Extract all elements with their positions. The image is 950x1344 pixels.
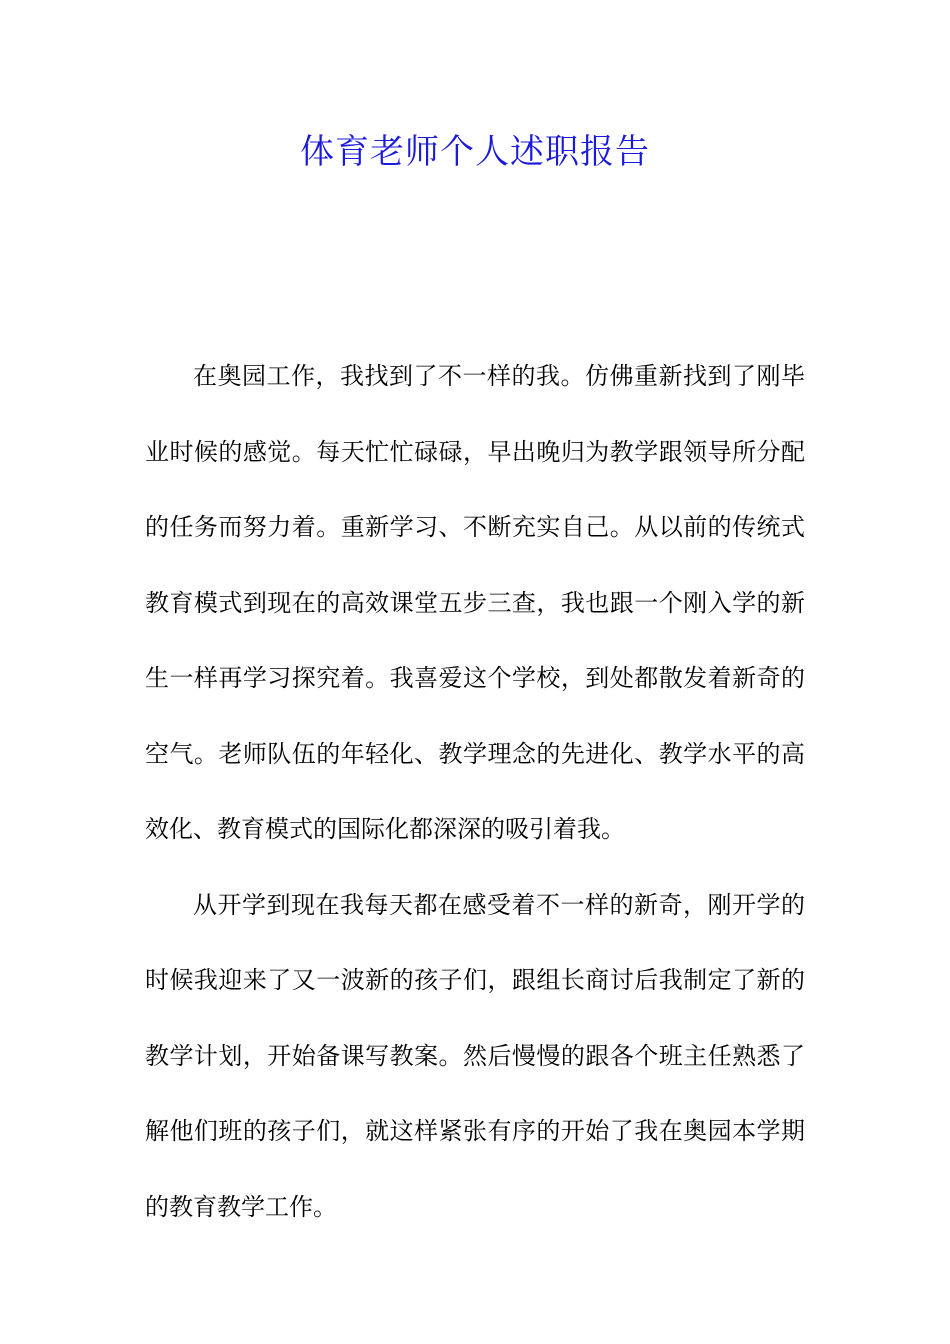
paragraph-2: 从开学到现在我每天都在感受着不一样的新奇，刚开学的时候我迎来了又一波新的孩子们，跟组长商讨后我制定了新的教学计划，开始备课写教案。然后慢慢的跟各个班主任熟悉了解他们班的孩子们，就这样紧张有序的开始了我在奥园本学期的教育教学工作。	[145, 890, 805, 1221]
document-title: 体育老师个人述职报告	[300, 132, 650, 172]
paragraph-1: 在奥园工作，我找到了不一样的我。仿佛重新找到了刚毕业时候的感觉。每天忙忙碌碌，早出晚归为教学跟领导所分配的任务而努力着。重新学习、不断充实自己。从以前的传统式教育模式到现在的高效课堂五步三查，我也跟一个刚入学的新生一样再学习探究着。我喜爱这个学校，到处都散发着新奇的空气。老师队伍的年轻化、教学理念的先进化、教学水平的高效化、教育模式的国际化都深深的吸引着我。	[145, 362, 805, 843]
document-body	[145, 339, 805, 1245]
